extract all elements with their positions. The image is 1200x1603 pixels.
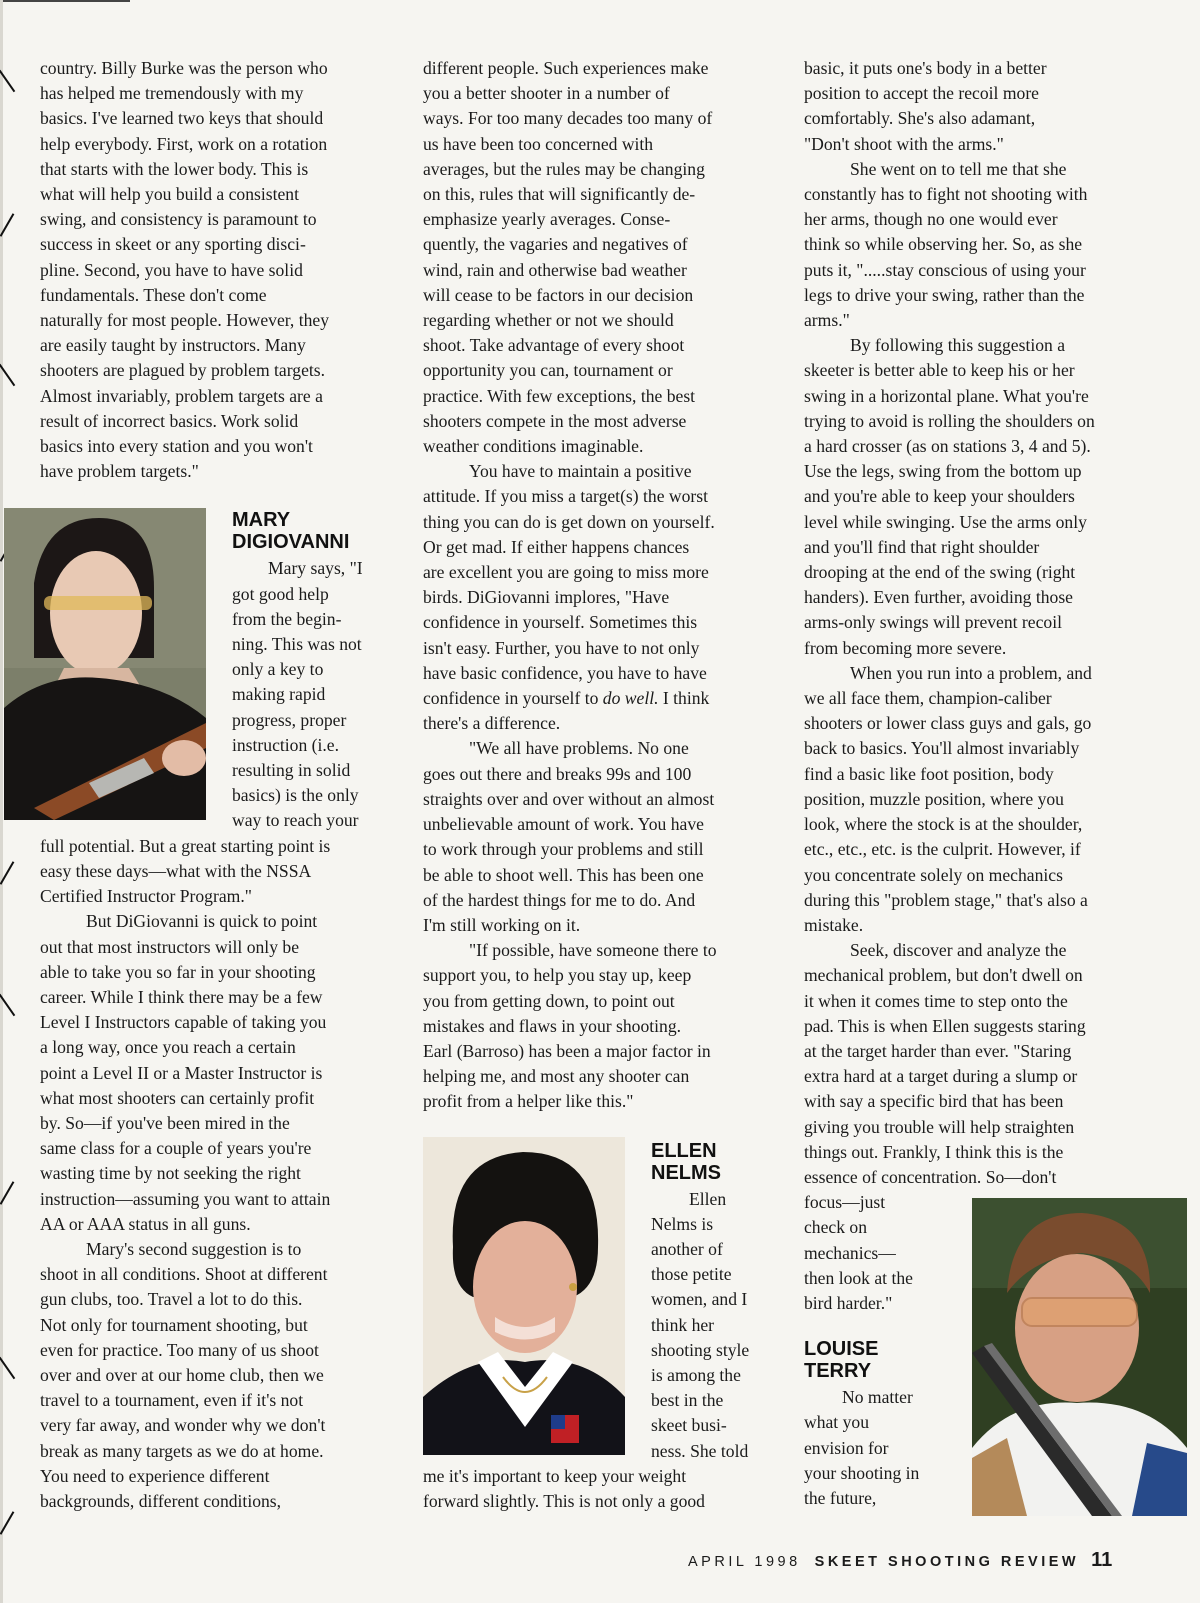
text-line: shooters compete in the most adverse [423,410,687,431]
text-line: be able to shoot well. This has been one [423,864,704,885]
text-line: swing in a horizontal plane. What you're [804,385,1089,406]
text-line: envision for [804,1437,889,1458]
text-line: basics) is the only [232,785,359,806]
mary-section [232,509,392,833]
ellen-section [651,1140,775,1464]
text-line: a hard crosser (as on stations 3, 4 and 5). [804,436,1091,457]
text-line: emphasize yearly averages. Conse- [423,209,671,230]
text-line: But DiGiovanni is quick to point [86,911,318,932]
text-line: different people. Such experiences make [423,58,709,78]
column-3 [804,56,1156,1511]
text-line: at the target harder than ever. "Staring [804,1040,1072,1061]
text-line: have problem targets." [40,461,199,482]
text-line: bird harder." [804,1292,893,1313]
text-line: thing you can do is get down on yourself. [423,511,715,532]
text-line: us have been too concerned with [423,133,654,154]
text-line: goes out there and breaks 99s and 100 [423,763,692,784]
column-2 [423,56,775,1514]
text-line: there's a difference. [423,713,561,734]
text-line: You need to experience different [40,1465,270,1486]
publication-name: SKEET SHOOTING REVIEW [814,1554,1080,1570]
text-line: that starts with the lower body. This is [40,158,309,179]
text-line: swing, and consistency is paramount to [40,209,317,230]
page-footer [688,1549,1168,1572]
text-line: we all face them, champion-caliber [804,688,1052,709]
text-line: opportunity you can, tournament or [423,360,673,381]
text-line: No matter [842,1387,913,1408]
text-line: what you [804,1412,869,1433]
text-line: shooters are plagued by problem targets. [40,360,326,381]
text-line: check on [804,1217,868,1238]
text-line: "Don't shoot with the arms." [804,133,1004,154]
text-line: skeet busi- [651,1415,727,1436]
col1-bottom-text [40,834,392,1514]
top-rule [0,0,130,2]
text-line: point a Level II or a Master Instructor is [40,1062,323,1083]
text-line: shooting style [651,1339,750,1360]
text-line: drooping at the end of the swing (right [804,562,1076,583]
text-line: success in skeet or any sporting disci- [40,234,306,255]
text-line: out that most instructors will only be [40,936,300,957]
italic-phrase: do well. [602,688,659,709]
text-line: gun clubs, too. Travel a lot to do this. [40,1289,303,1310]
text-line: Mary's second suggestion is to [86,1238,302,1259]
text-line: mistake. [804,914,864,935]
text-line: progress, proper [232,709,347,730]
text-line: regarding whether or not we should [423,310,674,331]
text-line: will cease to be factors in our decision [423,284,694,305]
text-line: and you're able to keep your shoulders [804,486,1075,507]
text-line: Use the legs, swing from the bottom up [804,461,1082,482]
text-line: averages, but the rules may be changing [423,158,705,179]
text-line: is among the [651,1364,741,1385]
text-line: got good help [232,583,329,604]
text-line: focus—just [804,1192,886,1213]
text-line: you concentrate solely on mechanics [804,864,1063,885]
text-line: very far away, and wonder why we don't [40,1415,326,1436]
text-line: making rapid [232,684,326,705]
text-line: constantly has to fight not shooting with [804,184,1088,205]
mary-heading-line1: MARY [232,509,291,532]
text-line: able to take you so far in your shooting [40,961,316,982]
text-line: break as many targets as we do at home. [40,1440,324,1461]
text-line: back to basics. You'll almost invariably [804,738,1080,759]
text-line: only a key to [232,659,324,680]
text-line: on this, rules that will significantly de- [423,184,696,205]
louise-section [804,1338,1156,1511]
text-line: during this "problem stage," that's also a [804,889,1088,910]
text-line: instruction—assuming you want to attain [40,1188,331,1209]
text-line: Seek, discover and analyze the [850,940,1067,961]
text-line: forward slightly. This is not only a good [423,1490,705,1511]
text-line: of the hardest things for me to do. And [423,889,696,910]
text-line: isn't easy. Further, you have to not only [423,637,700,658]
text-line: to work through your problems and still [423,839,704,860]
column-1 [40,56,392,1514]
text-line: Earl (Barroso) has been a major factor in [423,1040,711,1061]
text-line: birds. DiGiovanni implores, "Have [423,587,670,608]
text-line: unbelievable amount of work. You have [423,814,704,835]
text-line: handers). Even further, avoiding those [804,587,1073,608]
text-line: shoot. Take advantage of every shoot [423,335,685,356]
text-line: career. While I think there may be a few [40,986,323,1007]
text-line: mistakes and flaws in your shooting. [423,1015,682,1036]
text-line: those petite [651,1264,732,1285]
col1-top-text [40,56,392,484]
text-line: attitude. If you miss a target(s) the worst [423,486,709,507]
text-line: your shooting in [804,1462,920,1483]
text-line: what will help you build a consistent [40,184,299,205]
text-line: support you, to help you stay up, keep [423,965,692,986]
text-line: full potential. But a great starting point is [40,835,331,856]
text-line: confidence in yourself. Sometimes this [423,612,698,633]
text-line: find a basic like foot position, body [804,763,1054,784]
text-line: her arms, though no one would ever [804,209,1058,230]
text-line: essence of concentration. So—don't [804,1166,1057,1187]
text-line: you from getting down, to point out [423,990,675,1011]
text-line: pad. This is when Ellen suggests staring [804,1015,1086,1036]
issue-date: APRIL 1998 [688,1554,801,1570]
text-line: are excellent you are going to miss more [423,562,709,583]
text-line: travel to a tournament, even if it's not [40,1390,304,1411]
text-line: Nelms is [651,1213,714,1234]
text-line: by. So—if you've been mired in the [40,1112,290,1133]
text-line: profit from a helper like this." [423,1091,634,1112]
text-line: weather conditions imaginable. [423,436,644,457]
text-fragment: confidence in yourself to [423,688,603,709]
text-line: best in the [651,1390,724,1411]
text-fragment: I think [658,688,710,709]
text-line: has helped me tremendously with my [40,83,304,104]
text-line: then look at the [804,1267,913,1288]
text-line: position to accept the recoil more [804,83,1039,104]
text-line: what most shooters can certainly profit [40,1087,315,1108]
text-line: trying to avoid is rolling the shoulders on [804,410,1095,431]
mary-heading-line2: DIGIOVANNI [232,531,350,554]
col3-wrap-text [804,1190,1156,1316]
text-line: mechanical problem, but don't dwell on [804,965,1083,986]
text-line: quently, the vagaries and negatives of [423,234,688,255]
text-line: another of [651,1238,723,1259]
text-line: giving you trouble will help straighten [804,1116,1075,1137]
text-line: country. Billy Burke was the person who [40,58,328,78]
text-line: AA or AAA status in all guns. [40,1213,251,1234]
text-line: ning. This was not [232,634,362,655]
text-line: Certified Instructor Program." [40,886,252,907]
text-line: Level I Instructors capable of taking you [40,1012,327,1033]
text-line: pline. Second, you have to have solid [40,259,303,280]
text-line: arms-only swings will prevent recoil [804,612,1062,633]
text-line: Ellen [689,1188,727,1209]
text-line: arms." [804,310,850,331]
text-line: me it's important to keep your weight [423,1465,687,1486]
text-line: over and over at our home club, then we [40,1364,324,1385]
text-line: I'm still working on it. [423,914,581,935]
text-line: level while swinging. Use the arms only [804,511,1087,532]
text-line: helping me, and most any shooter can [423,1066,690,1087]
text-line: backgrounds, different conditions, [40,1490,282,1511]
page-number: 11 [1091,1549,1113,1571]
text-line: think her [651,1314,715,1335]
text-line: you a better shooter in a number of [423,83,670,104]
text-line: wasting time by not seeking the right [40,1163,301,1184]
text-line: it when it comes time to step onto the [804,990,1068,1011]
text-line: You have to maintain a positive [469,461,692,482]
text-line: from the begin- [232,608,342,629]
text-line: skeeter is better able to keep his or her [804,360,1075,381]
text-line: extra hard at a target during a slump or [804,1066,1078,1087]
text-line: position, muzzle position, where you [804,788,1064,809]
text-line: basics. I've learned two keys that should [40,108,324,129]
text-line: comfortably. She's also adamant, [804,108,1036,129]
text-line: practice. With few exceptions, the best [423,385,696,406]
text-line: shoot in all conditions. Shoot at different [40,1264,328,1285]
text-line: same class for a couple of years you're [40,1138,312,1159]
text-line: result of incorrect basics. Work solid [40,410,299,431]
ellen-heading-line2: NELMS [651,1161,721,1184]
louise-heading-line2: TERRY [804,1360,872,1383]
text-line: basic, it puts one's body in a better [804,58,1047,78]
text-line: By following this suggestion a [850,335,1066,356]
text-line: instruction (i.e. [232,734,340,755]
text-line [423,686,775,711]
text-line: naturally for most people. However, they [40,310,330,331]
text-line: Almost invariably, problem targets are a [40,385,323,406]
text-line: even for practice. Too many of us shoot [40,1339,319,1360]
text-line: etc., etc., etc. is the culprit. However, if [804,839,1081,860]
text-line: have basic confidence, you have to have [423,662,707,683]
text-line: resulting in solid [232,760,351,781]
text-line: are easily taught by instructors. Many [40,335,306,356]
text-line: easy these days—what with the NSSA [40,860,312,881]
text-line: way to reach your [232,810,359,831]
text-line: women, and I [651,1289,748,1310]
text-line: a long way, once you reach a certain [40,1037,296,1058]
text-line: straights over and over without an almost [423,788,715,809]
ellen-heading-line1: ELLEN [651,1139,717,1162]
text-line: Mary says, "I [268,558,363,579]
text-line: wind, rain and otherwise bad weather [423,259,687,280]
text-line: and you'll find that right shoulder [804,536,1040,557]
text-line: the future, [804,1487,877,1508]
text-line: shooters or lower class guys and gals, go [804,713,1092,734]
louise-heading-line1: LOUISE [804,1338,879,1361]
text-line: fundamentals. These don't come [40,284,267,305]
text-line: puts it, ".....stay conscious of using your [804,259,1086,280]
text-line: with say a specific bird that has been [804,1091,1064,1112]
text-line: basics into every station and you won't [40,436,313,457]
text-line: ness. She told [651,1440,749,1461]
text-line: things out. Frankly, I think this is the [804,1141,1064,1162]
text-line: When you run into a problem, and [850,662,1092,683]
text-line: Not only for tournament shooting, but [40,1314,308,1335]
text-line: think so while observing her. So, as she [804,234,1083,255]
text-line: "If possible, have someone there to [469,940,717,961]
text-line: "We all have problems. No one [469,738,689,759]
text-line: look, where the stock is at the shoulder, [804,814,1083,835]
text-line: Or get mad. If either happens chances [423,536,690,557]
text-line: help everybody. First, work on a rotation [40,133,328,154]
text-line: legs to drive your swing, rather than the [804,284,1085,305]
text-line: from becoming more severe. [804,637,1007,658]
text-line: ways. For too many decades too many of [423,108,713,129]
text-line: She went on to tell me that she [850,158,1067,179]
text-line: mechanics— [804,1242,896,1263]
